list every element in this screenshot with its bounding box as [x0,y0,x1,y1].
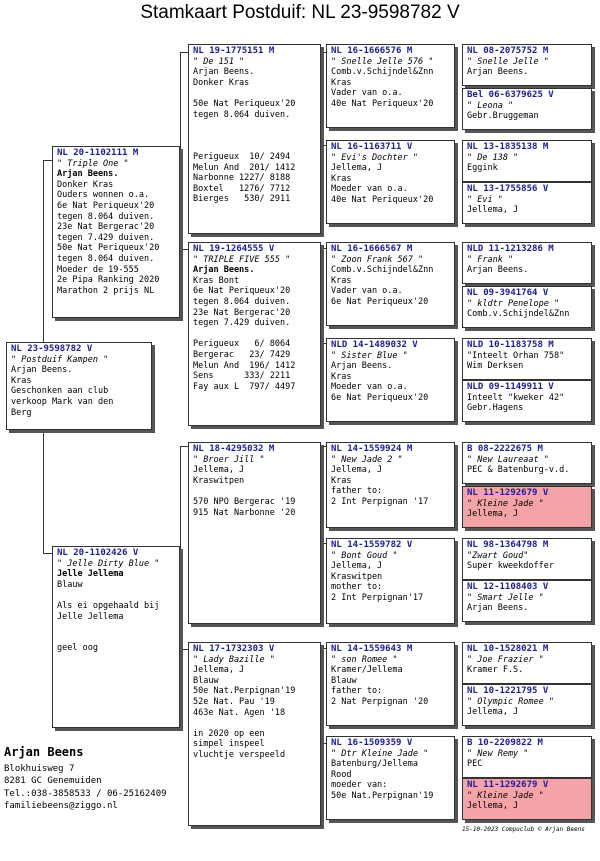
great-grandparent-card[interactable] [326,642,455,726]
card-line [193,120,316,131]
card-line: Kraswitpen [331,571,383,582]
ancestor-card[interactable] [462,182,592,224]
card-line: 40e Nat Periqueux'20 [331,98,434,109]
great-grandparent-card[interactable] [326,242,455,326]
card-line: mother to: [331,582,383,593]
race-result: Bergerac 23/ 7429 [193,349,291,360]
card-line: simpel inspeel [193,739,265,750]
card-line: Blauw [331,675,357,686]
card-line: vluchtje verspeeld [193,749,286,760]
great-grandparent-card[interactable] [326,736,455,820]
pigeon-name: " Lady Bazille " [193,654,275,665]
pigeon-name: " TRIPLE FIVE 555 " [193,254,291,265]
card-line: Jellema, J [193,665,245,676]
card-line: 6e Nat Periqueux'20 [57,200,155,211]
ring-number: NL 12-1108403 V [467,582,549,592]
pigeon-name: " kldtr Penelope " [467,298,560,309]
ring-number: NL 14-1559643 M [331,644,413,654]
ring-number: NL 17-1732303 V [193,644,275,654]
ring-number: NL 19-1775151 M [193,46,275,56]
pigeon-name: " Broer Jill " [193,454,265,465]
card-line: Kras [331,173,352,184]
ring-number: NL 98-1364798 M [467,540,549,550]
card-line: PEC & Batenburg-v.d. [467,465,570,476]
ring-number: NLD 11-1213286 M [467,244,554,254]
card-line: Comb.v.Schijndel&Znn [467,309,570,320]
card-line: Jellema, J [467,801,519,812]
ring-number: NL 16-1666576 M [331,46,413,56]
card-line: Comb.v.Schijndel&Znn [331,265,434,276]
ring-number: Bel 06-6379625 V [467,90,554,100]
card-line: 2e Pipa Ranking 2020 [57,275,160,286]
pigeon-name: " Triple One " [57,158,129,169]
card-line: 23e Nat Bergerac'20 [57,222,155,233]
card-line: Arjan Beens. [467,265,529,276]
ancestor-card-highlighted[interactable] [462,486,592,528]
card-line: Rood [331,769,352,780]
card-line: 6e Nat Periqueux'20 [193,286,291,297]
card-line [193,141,316,152]
card-line: Ouders wonnen o.a. [57,190,150,201]
ring-number: NL 08-2075752 M [467,46,549,56]
ring-number: B 10-2209822 M [467,738,543,748]
card-line: 50e Nat Periqueux'20 [193,98,296,109]
pigeon-name: " Joe Frazier " [467,654,544,665]
card-line: Arjan Beens. [11,365,73,376]
pigeon-name: " Frank " [467,254,514,265]
ancestor-card[interactable] [462,442,592,484]
ring-number: NLD 14-1489032 V [331,340,418,350]
card-line: Comb.v.Schijndel&Znn [331,67,434,78]
card-line [193,131,316,142]
ring-number: NL 14-1559782 V [331,540,413,550]
ancestor-card[interactable] [462,684,592,726]
pigeon-name: " Jelle Dirty Blue " [57,558,160,569]
card-line: Arjan Beens. [193,265,255,276]
pigeon-name: " Dtr Kleine Jade " [331,748,429,759]
race-result: Melun And 201/ 1412 [193,162,296,173]
great-grandparent-card[interactable] [326,140,455,224]
card-line: Arjan Beens. [57,169,119,180]
card-line: Arjan Beens. [193,67,255,78]
card-line: 52e Nat. Pau '19 [193,696,275,707]
card-line: Wim Derksen [467,361,524,372]
card-line: 2 Nat Perpignan '20 [331,696,429,707]
ancestor-card[interactable] [462,736,592,778]
great-grandparent-card[interactable] [326,538,455,624]
card-line: Donker Kras [193,77,250,88]
card-line: Jellema, J [467,707,519,718]
pigeon-name: "Inteelt Orhan 758" [467,350,565,361]
ring-number: NL 20-1102111 M [57,148,139,158]
ring-number: NL 19-1264555 V [193,244,275,254]
card-line: moeder van: [331,780,388,791]
card-line: 463e Nat. Agen '18 [193,707,286,718]
race-result: Boxtel 1276/ 7712 [193,183,291,194]
card-line: geel oog [57,643,98,654]
ring-number: B 08-2222675 M [467,444,543,454]
grandparent-card[interactable] [188,642,321,826]
card-line: Jellema, J [331,163,383,174]
card-line: Vader van o.a. [331,286,403,297]
great-grandparent-card[interactable] [326,44,455,128]
ancestor-card[interactable] [462,44,592,86]
card-line: 6e Nat Periqueux'20 [331,296,429,307]
card-line: 570 NPO Bergerac '19 [193,496,296,507]
card-line: tegen 8.064 duiven. [193,109,291,120]
race-result: Bierges 530/ 2911 [193,194,291,205]
card-line: Moeder van o.a. [331,184,408,195]
card-line: Arjan Beens. [467,603,529,614]
pigeon-name: " New Jade 2 " [331,454,403,465]
pigeon-name: " Sister Blue " [331,350,408,361]
ring-number: NLD 10-1183758 M [467,340,554,350]
pigeon-name: Inteelt "kweker 42" [467,392,565,403]
great-grandparent-card[interactable] [326,442,455,528]
card-line: Jellema, J [467,509,519,520]
card-line: Kramer F.S. [467,665,524,676]
card-line: 50e Nat.Perpignan'19 [331,790,434,801]
card-line: Blauw [57,579,83,590]
card-line: tegen 8.064 duiven. [57,211,155,222]
pigeon-name: " son Romee " [331,654,398,665]
pigeon-name: " Evi's Dochter " [331,152,418,163]
subject-card[interactable] [6,342,152,430]
race-result: Narbonne 1227/ 8188 [193,173,291,184]
card-line: tegen 8.064 duiven. [57,253,155,264]
card-line [193,88,316,99]
ancestor-card[interactable] [462,286,592,328]
ancestor-card[interactable] [462,242,592,284]
footer-credit: 15-10-2023 Compuclub © Arjan Beens [462,826,585,833]
pigeon-name: " Postduif Kampen " [11,354,109,365]
card-line: Kraswitpen [193,475,245,486]
card-line: Donker Kras [57,179,114,190]
page-title: Stamkaart Postduif: NL 23-9598782 V [140,2,460,23]
grandparent-card[interactable] [188,442,321,624]
card-line [193,718,316,729]
breeder-phone: Tel.:038-3858533 / 06-25162409 [4,788,167,799]
card-line: 6e Nat Periqueux'20 [331,392,429,403]
grandparent-card[interactable] [188,242,321,426]
breeder-info [4,746,167,813]
card-line: Kras [331,475,352,486]
card-line: in 2020 op een [193,728,265,739]
sire-card[interactable] [52,146,180,318]
connector-line [43,430,53,554]
pigeon-name: " De 138 " [467,152,519,163]
card-line [57,633,175,644]
card-line: tegen 7.429 duiven. [57,232,155,243]
card-line: Blauw [193,675,219,686]
ring-number: NL 16-1163711 V [331,142,413,152]
ring-number: NL 13-1755856 V [467,184,549,194]
card-line: Jellema, J [467,205,519,216]
card-line: Kras [331,77,352,88]
pigeon-name: " Snelle Jelle 576 " [331,56,434,67]
card-line: 2 Int Perpignan '17 [331,496,429,507]
pigeon-name: " Leona " [467,100,514,111]
card-line: Jelle Jellema [57,611,124,622]
card-line: 50e Nat.Perpignan'19 [193,686,296,697]
card-line: Jellema, J [193,465,245,476]
ring-number: NL 11-1292679 V [467,780,549,790]
card-line: 40e Nat Periqueux'20 [331,194,434,205]
pigeon-name: " Evi " [467,194,503,205]
card-line: Gebr.Hagens [467,403,524,414]
card-line: Marathon 2 prijs NL [57,285,155,296]
card-line: father to: [331,686,383,697]
card-line: tegen 8.064 duiven. [193,296,291,307]
ancestor-card[interactable] [462,338,592,380]
card-line: Arjan Beens. [331,361,393,372]
ring-number: NL 13-1835138 M [467,142,549,152]
card-line: Moeder van o.a. [331,382,408,393]
pigeon-name: " New Remy " [467,748,529,759]
pigeon-name: " Zoon Frank 567 " [331,254,424,265]
card-line [193,329,316,340]
race-result: Melun And 196/ 1412 [193,360,296,371]
pigeon-name: " Smart Jelle " [467,592,544,603]
dam-card[interactable] [52,546,180,728]
card-line: Moeder de 19-555 [57,264,139,275]
card-line: 23e Nat Bergerac'20 [193,307,291,318]
pigeon-name: " Bont Goud " [331,550,398,561]
ring-number: NL 16-1509359 V [331,738,413,748]
card-line: tegen 7.429 duiven. [193,318,291,329]
card-line: 915 Nat Narbonne '20 [193,507,296,518]
pigeon-name: "Zwart Goud" [467,550,529,561]
ring-number: NL 20-1102426 V [57,548,139,558]
pigeon-name: " Snelle Jelle " [467,56,549,67]
card-line: Eggink [467,163,498,174]
card-line: Kras [11,375,32,386]
grandparent-card[interactable] [188,44,321,234]
card-line: Kras Bont [193,275,240,286]
race-result: Perigueux 6/ 8064 [193,339,291,350]
card-line [57,590,175,601]
great-grandparent-card[interactable] [326,338,455,422]
card-line: verkoop Mark van den [11,396,114,407]
card-line [57,622,175,633]
card-line: Vader van o.a. [331,88,403,99]
card-line: Jellema, J [331,465,383,476]
race-result: Sens 333/ 2211 [193,371,291,382]
ancestor-card[interactable] [462,642,592,684]
ring-number: NL 11-1292679 V [467,488,549,498]
card-line: Kras [331,371,352,382]
ring-number: NL 10-1528021 M [467,644,549,654]
ring-number: NL 18-4295032 M [193,444,275,454]
race-result: Perigueux 10/ 2494 [193,151,291,162]
pigeon-name: " Kleine Jade " [467,498,544,509]
ring-number: NL 14-1559924 M [331,444,413,454]
ancestor-card-highlighted[interactable] [462,778,592,820]
ring-number: NL 10-1221795 V [467,686,549,696]
ring-number: NLD 09-1149911 V [467,382,554,392]
pigeon-name: " Kleine Jade " [467,790,544,801]
ancestor-card[interactable] [462,380,592,422]
ring-number: NL 23-9598782 V [11,344,93,354]
card-line: Als ei opgehaald bij [57,600,160,611]
ancestor-card[interactable] [462,538,592,580]
card-line: father to: [331,486,383,497]
card-line: Kramer/Jellema [331,665,403,676]
breeder-city: 8281 GC Genemuiden [4,776,102,786]
ancestor-card[interactable] [462,580,592,622]
card-line: PEC [467,759,483,770]
ancestor-card[interactable] [462,88,592,130]
ancestor-card[interactable] [462,140,592,182]
card-line: Kras [331,275,352,286]
ring-number: NL 09-3941764 V [467,288,549,298]
card-line: Jellema, J [331,561,383,572]
card-line: 2 Int Perpignan'17 [331,592,424,603]
card-line: Super kweekdoffer [467,561,554,572]
card-line: Arjan Beens. [467,67,529,78]
pigeon-name: " New Laureaat " [467,454,549,465]
card-line: Geschonken aan club [11,386,109,397]
card-line [193,486,316,497]
pigeon-name: " Olympic Romee " [467,696,554,707]
card-line: Batenburg/Jellema [331,759,418,770]
card-line: Berg [11,407,32,418]
ring-number: NL 16-1666567 M [331,244,413,254]
breeder-address: Blokhuisweg 7 [4,763,75,774]
card-line: 50e Nat Periqueux'20 [57,243,160,254]
pigeon-name: " De 151 " [193,56,245,67]
breeder-email[interactable]: familiebeens@ziggo.nl [4,801,118,811]
breeder-name: Arjan Beens [4,745,84,759]
race-result: Fay aux L 797/ 4497 [193,381,296,392]
card-line: Gebr.Bruggeman [467,111,539,122]
card-line: Jelle Jellema [57,569,124,580]
